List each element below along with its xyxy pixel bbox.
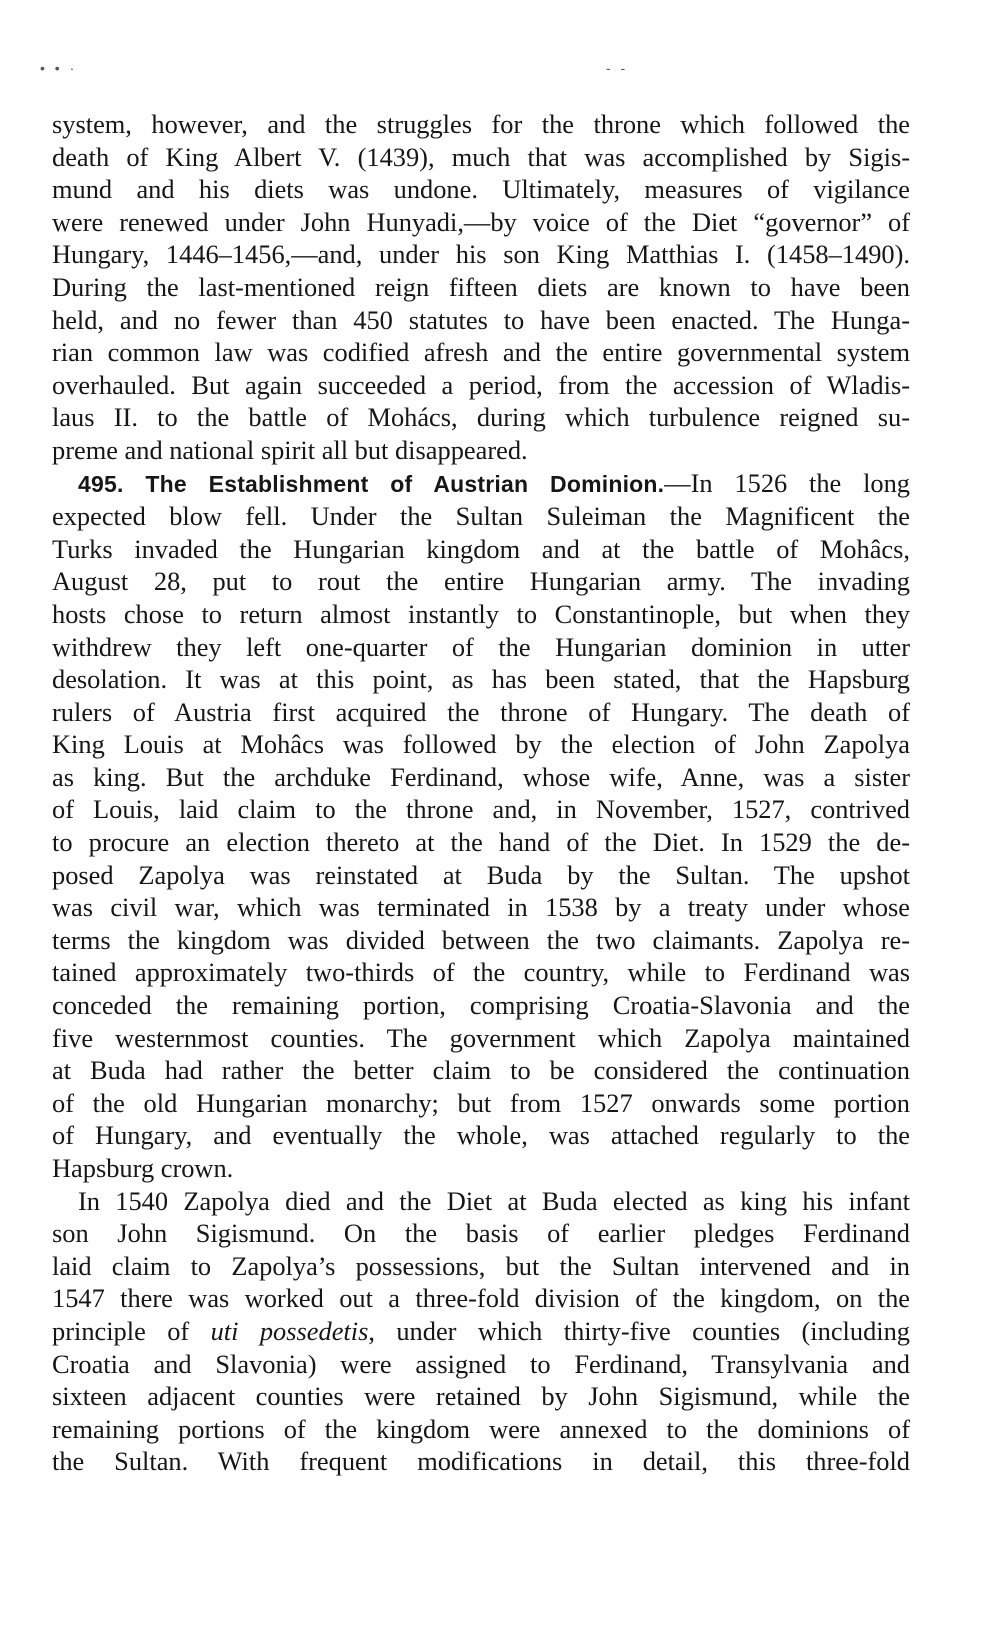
text-line: Croatia and Slavonia) were assigned to Ferdinand, Transylvania and <box>52 1348 910 1379</box>
text-line: of Louis, laid claim to the throne and, in November, 1527, contrived <box>52 794 910 825</box>
text-line: Turks invaded the Hungarian kingdom and at the battle of Mohâcs, <box>52 533 910 564</box>
text-line: the Sultan. With frequent modifications in detail, this three-fold <box>52 1446 910 1477</box>
section-first-line <box>52 467 910 501</box>
text-line: Hungary, 1446–1456,—and, under his son King Matthias I. (1458–1490). <box>52 239 910 270</box>
text-line: system, however, and the struggles for the throne which followed the <box>52 109 910 139</box>
paragraph-3 <box>52 1185 910 1478</box>
text-line: conceded the remaining portion, comprising Croatia-Slavonia and the <box>52 990 910 1021</box>
text-line: son John Sigismund. On the basis of earlier pledges Ferdinand <box>52 1218 910 1249</box>
text-line: were renewed under John Hunyadi,—by voice of the Diet “governor” of <box>52 206 910 237</box>
section-heading: 495. The Establishment of Austrian Dominion. <box>78 470 665 497</box>
text-segment: , under which thirty-five counties (including <box>368 1315 910 1346</box>
text-line: Hapsburg crown. <box>52 1153 234 1183</box>
text-line: terms the kingdom was divided between the two claimants. Zapolya re- <box>52 924 910 955</box>
page-body <box>52 108 910 1478</box>
text-line: withdrew they left one-quarter of the Hungarian dominion in utter <box>52 631 910 662</box>
italic-phrase: uti possedetis <box>210 1315 369 1346</box>
text-line: of Hungary, and eventually the whole, was attached regularly to the <box>52 1120 910 1151</box>
text-line: rulers of Austria first acquired the throne of Hungary. The death of <box>52 696 910 727</box>
text-line: desolation. It was at this point, as has been stated, that the Hapsburg <box>52 664 910 695</box>
text-line: rian common law was codified afresh and the entire governmental system <box>52 337 910 368</box>
text-line: August 28, put to rout the entire Hungarian army. The invading <box>52 566 910 597</box>
text-line: In 1540 Zapolya died and the Diet at Buda elected as king his infant <box>78 1185 910 1216</box>
header-marks-left: • • · <box>40 60 78 76</box>
text-line: of the old Hungarian monarchy; but from 1527 onwards some portion <box>52 1087 910 1118</box>
text-line: was civil war, which was terminated in 1538 by a treaty under whose <box>52 892 910 923</box>
text-line: as king. But the archduke Ferdinand, whose wife, Anne, was a sister <box>52 761 910 792</box>
text-segment: principle of <box>52 1315 211 1346</box>
text-line: death of King Albert V. (1439), much that was accomplished by Sigis- <box>52 141 910 172</box>
text-line: laid claim to Zapolya’s possessions, but the Sultan intervened and in <box>52 1250 910 1281</box>
text-line: posed Zapolya was reinstated at Buda by the Sultan. The upshot <box>52 859 910 890</box>
text-line: preme and national spirit all but disappeared. <box>52 434 528 465</box>
text-line: tained approximately two-thirds of the country, while to Ferdinand was <box>52 957 910 988</box>
text-line: overhauled. But again succeeded a period, from the accession of Wladis- <box>52 369 910 400</box>
text-line: 1547 there was worked out a three-fold division of the kingdom, on the <box>52 1283 910 1314</box>
section-495 <box>52 467 910 1185</box>
paragraph-1 <box>52 108 910 467</box>
header-marks-right: - - <box>606 60 629 76</box>
text-line: During the last-mentioned reign fifteen diets are known to have been <box>52 271 910 302</box>
section-first-line-text: —In 1526 the long <box>664 467 910 498</box>
text-line: King Louis at Mohâcs was followed by the election of John Zapolya <box>52 729 910 760</box>
text-line: held, and no fewer than 450 statutes to have been enacted. The Hunga- <box>52 304 910 335</box>
text-line: sixteen adjacent counties were retained by John Sigismund, while the <box>52 1381 910 1412</box>
text-line: expected blow fell. Under the Sultan Suleiman the Magnificent the <box>52 501 910 532</box>
text-line: remaining portions of the kingdom were annexed to the dominions of <box>52 1413 910 1444</box>
text-line: to procure an election thereto at the hand of the Diet. In 1529 the de- <box>52 827 910 858</box>
text-line: five westernmost counties. The government which Zapolya maintained <box>52 1022 910 1053</box>
text-line-with-italic <box>52 1315 910 1348</box>
text-line: mund and his diets was undone. Ultimately, measures of vigilance <box>52 174 910 205</box>
text-line: laus II. to the battle of Mohács, during which turbulence reigned su- <box>52 402 910 433</box>
text-line: hosts chose to return almost instantly to Constantinople, but when they <box>52 598 910 629</box>
text-line: at Buda had rather the better claim to be considered the continuation <box>52 1055 910 1086</box>
